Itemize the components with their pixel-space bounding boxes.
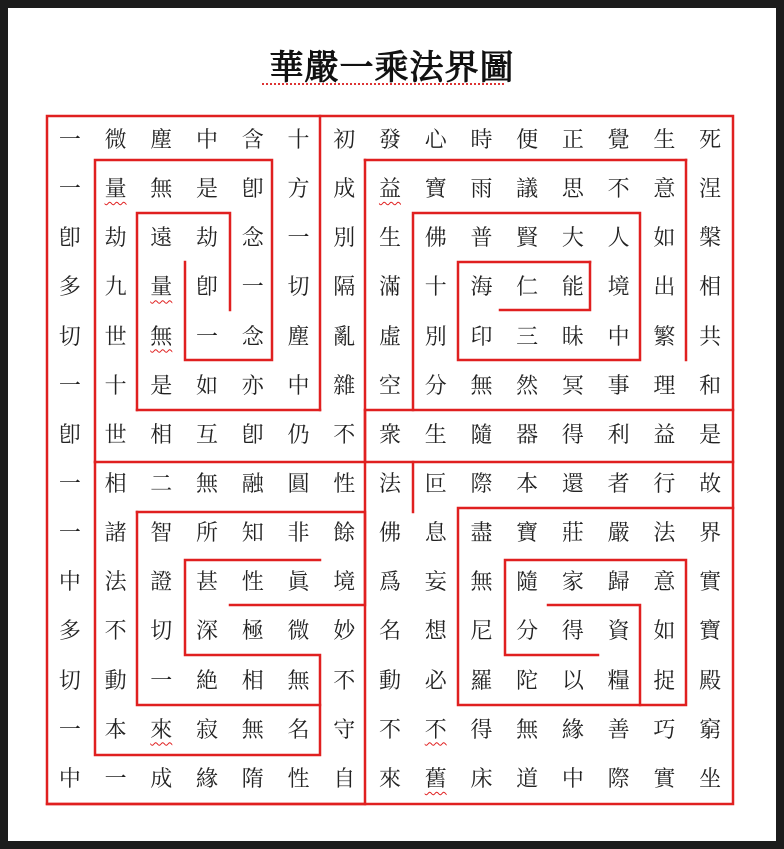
grid-char-r3-c8: 十 — [424, 275, 447, 301]
grid-char-r3-c10: 仁 — [516, 275, 539, 301]
grid-char-r5-c14: 和 — [699, 373, 722, 399]
grid-char-r5-c2: 是 — [150, 373, 173, 399]
grid-char-r9-c5: 眞 — [287, 570, 310, 596]
grid-char-r7-c11: 還 — [561, 472, 584, 497]
grid-char-r12-c14: 窮 — [699, 717, 722, 743]
grid-char-r6-c2: 相 — [150, 422, 173, 448]
grid-char-r6-c0: 卽 — [58, 422, 81, 448]
grid-char-r9-c13: 意 — [653, 570, 676, 596]
grid-char-r3-c3: 卽 — [196, 275, 219, 301]
grid-char-r3-c7: 滿 — [378, 275, 401, 301]
grid-char-r6-c11: 得 — [561, 422, 584, 448]
grid-char-r6-c5: 仍 — [287, 422, 310, 448]
grid-char-r3-c9: 海 — [470, 275, 493, 301]
grid-char-r1-c5: 方 — [287, 177, 310, 203]
grid-char-r12-c10: 無 — [516, 717, 539, 743]
grid-char-r5-c0: 一 — [58, 373, 81, 399]
grid-char-r11-c3: 絶 — [196, 668, 219, 694]
grid-char-r13-c9: 床 — [470, 766, 493, 792]
grid-char-r8-c6: 餘 — [333, 521, 356, 547]
grid-char-r10-c0: 多 — [58, 619, 81, 645]
grid-char-r2-c2: 遠 — [150, 226, 173, 252]
grid-char-r7-c2: 二 — [150, 472, 173, 497]
diagram-title: 華嚴一乘法界圖 — [269, 48, 515, 88]
grid-char-r11-c4: 相 — [241, 668, 264, 694]
grid-char-r8-c0: 一 — [58, 521, 81, 547]
grid-char-r2-c10: 賢 — [516, 226, 539, 252]
grid-char-r6-c9: 隨 — [470, 422, 493, 448]
grid-char-r3-c12: 境 — [607, 275, 630, 301]
grid-char-r8-c9: 盡 — [470, 521, 493, 547]
grid-char-r9-c7: 爲 — [378, 570, 401, 596]
grid-char-r4-c3: 一 — [196, 324, 219, 350]
grid-char-r10-c7: 名 — [378, 619, 401, 645]
grid-char-r8-c5: 非 — [287, 521, 310, 547]
grid-char-r3-c1: 九 — [104, 275, 127, 301]
grid-char-r9-c1: 法 — [104, 570, 127, 596]
grid-char-r3-c11: 能 — [561, 275, 584, 301]
grid-char-r5-c12: 事 — [607, 373, 630, 399]
grid-char-r11-c12: 糧 — [607, 668, 630, 694]
grid-char-r6-c10: 器 — [516, 422, 539, 448]
grid-char-r1-c8: 寶 — [424, 177, 447, 203]
grid-char-r2-c9: 普 — [470, 226, 493, 252]
grid-char-r12-c2: 來 — [150, 717, 173, 743]
grid-char-r11-c8: 必 — [424, 668, 447, 694]
grid-char-r2-c7: 生 — [378, 226, 401, 252]
grid-char-r0-c1: 微 — [104, 128, 127, 153]
grid-char-r11-c2: 一 — [150, 668, 173, 694]
grid-char-r5-c13: 理 — [653, 373, 676, 399]
grid-char-r6-c7: 衆 — [378, 422, 401, 448]
grid-char-r7-c0: 一 — [58, 472, 81, 497]
grid-char-r7-c6: 性 — [333, 472, 356, 497]
grid-char-r13-c2: 成 — [150, 766, 173, 792]
grid-char-r11-c9: 羅 — [470, 668, 493, 694]
grid-char-r10-c9: 尼 — [470, 619, 493, 645]
grid-char-r0-c0: 一 — [58, 128, 81, 153]
grid-char-r5-c8: 分 — [424, 373, 447, 399]
grid-char-r0-c2: 塵 — [150, 128, 173, 153]
grid-char-r1-c4: 卽 — [241, 177, 264, 203]
grid-char-r7-c9: 際 — [470, 472, 493, 497]
grid-char-r13-c3: 緣 — [196, 766, 219, 792]
grid-char-r5-c3: 如 — [196, 373, 219, 399]
grid-char-r3-c5: 切 — [287, 275, 310, 301]
grid-char-r3-c13: 出 — [653, 275, 676, 301]
grid-char-r6-c14: 是 — [699, 422, 722, 448]
grid-char-r2-c14: 槃 — [699, 226, 722, 252]
grid-char-r9-c0: 中 — [58, 570, 81, 596]
grid-char-r9-c11: 家 — [561, 570, 584, 596]
grid-char-r5-c4: 亦 — [241, 373, 264, 399]
grid-char-r4-c7: 虛 — [378, 324, 401, 350]
grid-char-r7-c12: 者 — [607, 472, 630, 497]
grid-char-r12-c12: 善 — [607, 717, 630, 743]
grid-char-r13-c7: 來 — [378, 766, 401, 792]
grid-char-r4-c8: 別 — [424, 324, 447, 350]
grid-char-r10-c11: 得 — [561, 619, 584, 645]
grid-char-r8-c10: 寶 — [516, 521, 539, 547]
grid-char-r4-c5: 塵 — [287, 324, 310, 350]
grid-char-r5-c6: 雜 — [333, 373, 356, 399]
grid-char-r7-c13: 行 — [653, 472, 676, 497]
grid-char-r2-c12: 人 — [607, 226, 630, 252]
grid-char-r10-c13: 如 — [653, 619, 676, 645]
grid-char-r2-c0: 卽 — [58, 226, 81, 252]
grid-char-r5-c1: 十 — [104, 373, 127, 399]
grid-char-r13-c11: 中 — [561, 766, 584, 792]
grid-char-r11-c7: 動 — [378, 668, 401, 694]
grid-char-r7-c7: 法 — [378, 472, 401, 497]
grid-char-r6-c6: 不 — [333, 422, 356, 448]
grid-char-r0-c11: 正 — [561, 128, 584, 153]
grid-char-r7-c3: 無 — [196, 472, 219, 497]
grid-char-r11-c5: 無 — [287, 668, 310, 694]
grid-char-r10-c6: 妙 — [333, 619, 356, 645]
grid-char-r1-c13: 意 — [653, 177, 676, 203]
grid-char-r1-c1: 量 — [104, 177, 127, 203]
grid-char-r4-c10: 三 — [516, 324, 539, 350]
grid-char-r11-c10: 陀 — [516, 668, 539, 694]
grid-char-r11-c11: 以 — [561, 668, 584, 694]
grid-char-r4-c11: 昧 — [561, 324, 584, 350]
grid-char-r9-c2: 證 — [150, 570, 173, 596]
grid-char-r12-c3: 寂 — [196, 717, 219, 743]
grid-char-r8-c3: 所 — [196, 521, 219, 547]
grid-char-r13-c0: 中 — [58, 766, 81, 792]
grid-char-r1-c10: 議 — [516, 177, 539, 203]
grid-char-r8-c8: 息 — [424, 521, 447, 547]
grid-char-r2-c13: 如 — [653, 226, 676, 252]
grid-char-r6-c3: 互 — [196, 422, 219, 448]
grid-char-r2-c1: 劫 — [104, 226, 127, 252]
grid-char-r12-c9: 得 — [470, 717, 493, 743]
grid-char-r1-c14: 涅 — [699, 177, 722, 203]
grid-char-r0-c9: 時 — [470, 128, 493, 153]
grid-char-r12-c13: 巧 — [653, 717, 676, 743]
grid-char-r5-c7: 空 — [378, 373, 401, 399]
grid-char-r0-c4: 含 — [241, 128, 264, 153]
grid-char-r9-c10: 隨 — [516, 570, 539, 596]
grid-char-r2-c8: 佛 — [424, 226, 447, 252]
grid-char-r4-c1: 世 — [104, 324, 127, 350]
grid-char-r2-c11: 大 — [561, 226, 584, 252]
grid-char-r7-c4: 融 — [241, 472, 264, 497]
grid-char-r12-c11: 緣 — [561, 717, 584, 743]
grid-char-r1-c11: 思 — [561, 177, 584, 203]
grid-char-r12-c0: 一 — [58, 717, 81, 743]
grid-char-r10-c8: 想 — [424, 619, 447, 645]
grid-char-r8-c4: 知 — [241, 521, 264, 547]
grid-char-r0-c5: 十 — [287, 128, 310, 153]
grid-char-r8-c14: 界 — [699, 521, 722, 547]
grid-char-r0-c10: 便 — [516, 128, 539, 153]
grid-char-r10-c1: 不 — [104, 619, 127, 645]
grid-char-r3-c0: 多 — [58, 275, 81, 301]
grid-char-r12-c7: 不 — [378, 717, 401, 743]
grid-char-r6-c12: 利 — [607, 422, 630, 448]
grid-char-r5-c9: 無 — [470, 373, 493, 399]
grid-char-r2-c5: 一 — [287, 226, 310, 252]
grid-char-r8-c2: 智 — [150, 521, 173, 547]
grid-char-r13-c13: 實 — [653, 766, 676, 792]
grid-char-r6-c13: 益 — [653, 422, 676, 448]
grid-char-r13-c5: 性 — [287, 766, 310, 792]
grid-char-r3-c4: 一 — [241, 275, 264, 301]
grid-char-r4-c9: 印 — [470, 324, 493, 350]
grid-char-r0-c12: 覺 — [607, 128, 630, 153]
grid-char-r11-c0: 切 — [58, 668, 81, 694]
grid-char-r10-c12: 資 — [607, 619, 630, 645]
grid-char-r13-c14: 坐 — [699, 766, 722, 792]
grid-char-r7-c8: 叵 — [424, 472, 447, 497]
grid-char-r9-c14: 實 — [699, 570, 722, 596]
grid-char-r1-c7: 益 — [378, 177, 401, 203]
grid-char-r3-c2: 量 — [150, 275, 173, 301]
grid-char-r13-c1: 一 — [104, 766, 127, 792]
grid-char-r11-c13: 捉 — [653, 668, 676, 694]
grid-char-r7-c5: 圓 — [287, 472, 310, 497]
grid-char-r4-c13: 繁 — [653, 324, 676, 350]
grid-char-r12-c5: 名 — [287, 717, 310, 743]
grid-char-r11-c1: 動 — [104, 668, 127, 694]
grid-char-r12-c1: 本 — [104, 717, 127, 743]
grid-char-r1-c0: 一 — [58, 177, 81, 203]
grid-char-r0-c3: 中 — [196, 128, 219, 153]
grid-char-r1-c12: 不 — [607, 177, 630, 203]
grid-char-r10-c3: 深 — [196, 619, 219, 645]
grid-char-r13-c8: 舊 — [424, 766, 447, 792]
grid-char-r5-c11: 冥 — [561, 373, 584, 399]
grid-char-r4-c14: 共 — [699, 324, 722, 350]
grid-char-r0-c8: 心 — [424, 128, 447, 153]
grid-char-r3-c14: 相 — [699, 275, 722, 301]
grid-char-r9-c12: 歸 — [607, 570, 630, 596]
grid-char-r13-c6: 自 — [333, 766, 356, 792]
grid-char-r1-c2: 無 — [150, 177, 173, 203]
grid-char-r9-c6: 境 — [333, 570, 356, 596]
grid-char-r8-c1: 諸 — [104, 521, 127, 547]
grid-char-r9-c8: 妄 — [424, 570, 447, 596]
grid-char-r8-c7: 佛 — [378, 521, 401, 547]
grid-char-r9-c3: 甚 — [196, 570, 219, 596]
grid-char-r0-c6: 初 — [333, 128, 356, 153]
grid-char-r4-c12: 中 — [607, 324, 630, 350]
grid-char-r3-c6: 隔 — [333, 275, 356, 301]
grid-char-r2-c3: 劫 — [196, 226, 219, 252]
grid-char-r0-c13: 生 — [653, 128, 676, 153]
grid-char-r10-c4: 極 — [241, 619, 264, 645]
grid-char-r7-c1: 相 — [104, 472, 127, 497]
grid-char-r9-c9: 無 — [470, 570, 493, 596]
grid-char-r4-c6: 亂 — [333, 324, 356, 350]
grid-char-r12-c4: 無 — [241, 717, 264, 743]
grid-char-r7-c14: 故 — [699, 472, 722, 497]
grid-char-r10-c5: 微 — [287, 619, 310, 645]
grid-char-r0-c14: 死 — [699, 128, 722, 153]
grid-char-r4-c2: 無 — [150, 324, 173, 350]
grid-char-r13-c10: 道 — [516, 766, 539, 792]
grid-char-r12-c8: 不 — [424, 717, 447, 743]
grid-char-r5-c5: 中 — [287, 373, 310, 399]
grid-char-r9-c4: 性 — [241, 570, 264, 596]
grid-char-r6-c8: 生 — [424, 422, 447, 448]
grid-char-r0-c7: 發 — [378, 128, 401, 153]
grid-char-r10-c2: 切 — [150, 619, 173, 645]
grid-char-r8-c13: 法 — [653, 521, 676, 547]
grid-char-r11-c14: 殿 — [699, 668, 722, 694]
grid-char-r1-c9: 雨 — [470, 177, 493, 203]
grid-char-r13-c4: 隋 — [241, 766, 264, 792]
grid-char-r12-c6: 守 — [333, 717, 356, 743]
grid-char-r6-c4: 卽 — [241, 422, 264, 448]
grid-char-r4-c4: 念 — [241, 324, 264, 350]
grid-char-r4-c0: 切 — [58, 324, 81, 350]
grid-char-r1-c3: 是 — [196, 177, 219, 203]
grid-char-r8-c12: 嚴 — [607, 521, 630, 547]
grid-char-r10-c10: 分 — [516, 619, 539, 645]
grid-char-r2-c6: 別 — [333, 226, 356, 252]
grid-char-r2-c4: 念 — [241, 226, 264, 252]
grid-char-r6-c1: 世 — [104, 422, 127, 448]
grid-char-r7-c10: 本 — [516, 472, 539, 497]
grid-char-r8-c11: 莊 — [561, 521, 584, 547]
grid-char-r11-c6: 不 — [333, 668, 356, 694]
grid-char-r13-c12: 際 — [607, 766, 630, 792]
grid-char-r10-c14: 寶 — [699, 619, 722, 645]
grid-char-r1-c6: 成 — [333, 177, 356, 203]
grid-char-r5-c10: 然 — [516, 373, 539, 399]
